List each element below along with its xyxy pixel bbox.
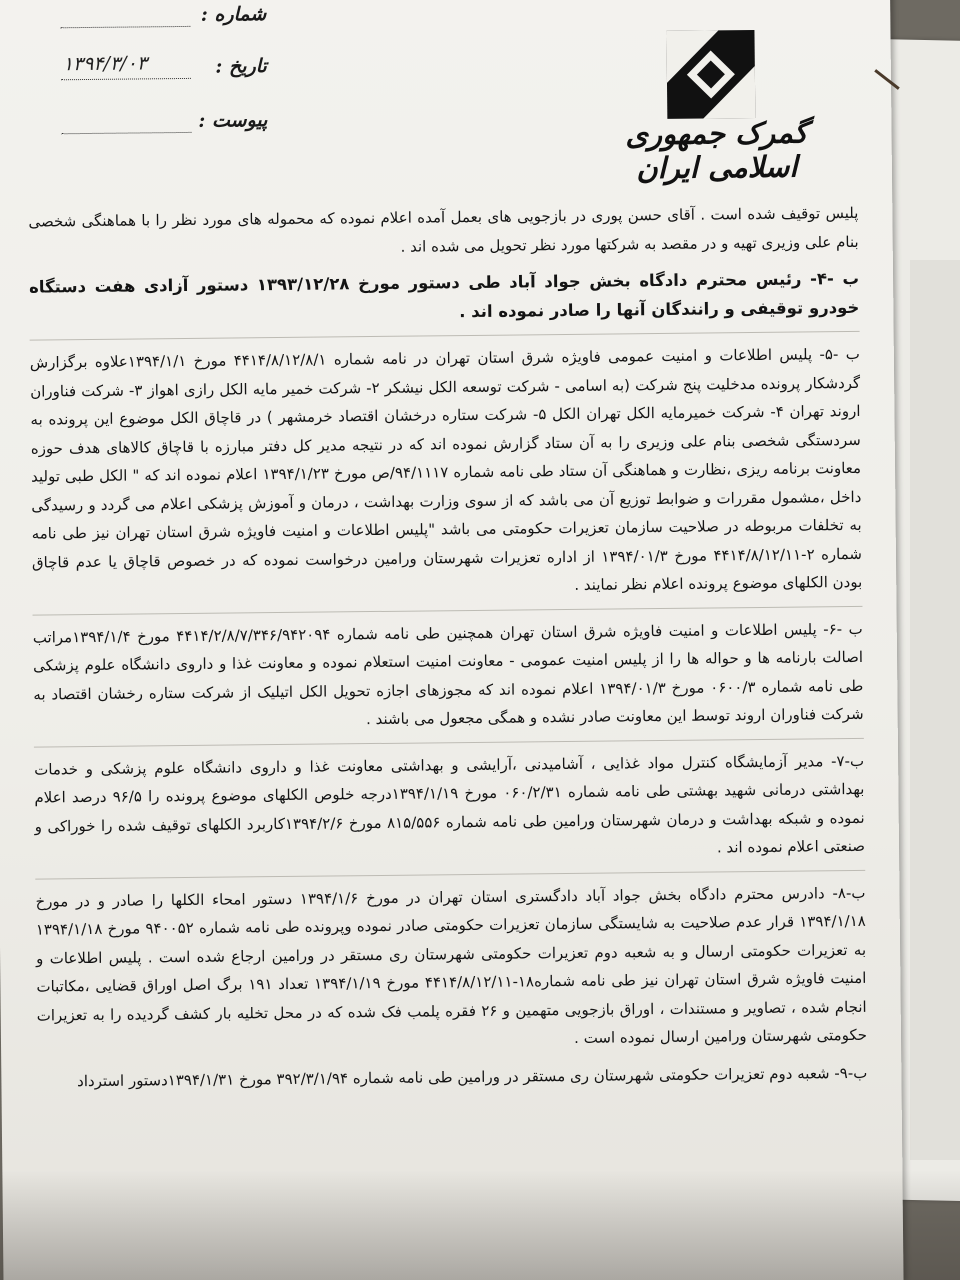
- paragraph-1: پلیس توقیف شده است . آقای حسن پوری در بازجویی های بعمل آمده اعلام نموده که محموله های مورد نظر را با هماهنگی شخصی بنام علی وزیری تهیه و در مقصد به شرکتها مورد نظر تحویل می شده اند .: [28, 203, 859, 256]
- attachment-label: پیوست :: [198, 109, 268, 132]
- organization-name: گمرک جمهوری اسلامی ایران: [625, 115, 808, 186]
- photo-shadow: [0, 1170, 960, 1280]
- paragraph-3: ب -۵- پلیس اطلاعات و امنیت عمومی فاویژه شرق استان تهران در نامه شماره ۴۴۱۴/۸/۱۲/۸/۱ مورخ ۱۳۹۴/۱/۱علاوه برگزارش گردشکار پرونده مدخلیت پنج شرکت (به اسامی - شرکت توسعه الکل نیشکر ۲- شرکت خمیر مایه الکل رازی اهواز ۳- شرکت فناوران اروند تهران ۴- شرکت خمیرمایه الکل تهران الکل ۵- شرکت ستاره درخشان اقتصاد خرمشهر ) در قاچاق الکل موضوع این پرونده به سردستگی شخصی بنام علی وزیری را به آن ستاد گزارش نموده اند که در نتیجه مدیر کل دفتر مبارزه با قاچاق کالاهای هدف حوزه معاونت برنامه ریزی ،نظارت و هماهنگی آن ستاد طی نامه شماره ۹۴/۱۱۱۷/ص مورخ ۱۳۹۴/۱/۲۳ اعلام نموده اند که " الکل طبی تولید داخل ،مشمول مقررات و ضوابط توزیع آن می باشد که از سوی وزارت بهداشت ، درمان و آموزش پزشکی اعلام می گردد و رسیدگی به تخلفات مربوطه در صلاحیت سازمان تعزیرات حکومتی می باشد "پلیس اطلاعات و امنیت فاویژه شرق استان تهران نیز طی نامه شماره ۲-۴۴۱۴/۸/۱۲/۱۱ مورخ ۱۳۹۴/۰۱/۳ از اداره تعزیرات شهرستان ورامین درخواست نموده که در خصوص قاچاق یا عدم قاچاق بودن الکلهای موضوع پرونده اعلام نظر نمایند .: [29, 344, 863, 594]
- number-label: شماره :: [200, 3, 267, 26]
- background-sheet-2: [910, 260, 960, 1160]
- paragraph-6: ب-۸- دادرس محترم دادگاه بخش جواد آباد دادگستری استان تهران در مورخ ۱۳۹۴/۱/۶ دستور امحاء الکلها را صادر و در مورخ ۱۳۹۴/۱/۱۸ قرار عدم صلاحیت به شایستگی سازمان تعزیرات حکومتی صادر نموده وپرونده طی نامه شماره ۹۴۰۰۵۲ مورخ ۱۳۹۴/۱/۱۸ به تعزیرات حکومتی ارسال و به شعبه دوم تعزیرات حکومتی شهرستان ری مستقر در ورامین ارجاع شده است . پلیس اطلاعات و امنیت فاویژه شرق استان تهران نیز طی نامه شماره۱۸-۴۴۱۴/۸/۱۲/۱۱ مورخ ۱۳۹۴/۱/۱۹ تعداد ۱۹۱ برگ اصل اوراق قضایی ،مکاتبات انجام شده ، تصاویر و مستندات ، اوراق بازجویی متهمین و ۲۶ فقره پلمب فک شده که در محل تخلیه بار کشف گردیده را به تعزیرات حکومتی شهرستان ورامین ارسال نموده است .: [35, 883, 868, 1047]
- customs-emblem-icon: [658, 22, 763, 127]
- paragraph-7: ب-۹- شعبه دوم تعزیرات حکومتی شهرستان ری مستقر در ورامین طی نامه شماره ۳۹۲/۳/۱/۹۴ مورخ ۱۳۹۴/۱/۳۱دستور استرداد: [77, 1063, 868, 1090]
- date-line: [61, 78, 191, 80]
- number-line: [60, 26, 190, 28]
- divider: [35, 869, 865, 879]
- divider: [34, 737, 864, 747]
- paragraph-5: ب-۷- مدیر آزمایشگاه کنترل مواد غذایی ، آشامیدنی ،آرایشی و بهداشتی معاونت غذا و داروی دانشگاه علوم پزشکی و خدمات بهداشتی درمانی شهید بهشتی طی نامه شماره ۰۶۰/۲/۳۱ مورخ ۱۳۹۴/۱/۱۹درجه خلوص الکلهای موضوع پرونده را ۹۶/۵ درصد اعلام نموده و شبکه بهداشت و درمان شهرستان ورامین طی نامه شماره ۸۱۵/۵۵۶ مورخ ۱۳۹۴/۲/۶کاربرد الکلهای توقیف شده را خوراکی و صنعتی اعلام نموده اند .: [34, 751, 866, 857]
- date-label: تاریخ :: [215, 55, 267, 78]
- divider: [33, 605, 863, 615]
- date-value: ۱۳۹۴/۳/۰۳: [62, 52, 148, 76]
- attachment-line: [61, 132, 191, 134]
- divider: [30, 331, 860, 341]
- letter-body: [28, 199, 867, 1105]
- paragraph-2: ب -۴- رئیس محترم دادگاه بخش جواد آباد طی دستور مورخ ۱۳۹۳/۱۲/۲۸ دستور آزادی هفت دستگاه خودرو توقیفی و رانندگان آنها را صادر نموده اند .: [28, 268, 860, 321]
- paragraph-4: ب -۶- پلیس اطلاعات و امنیت فاویژه شرق استان تهران همچنین طی نامه شماره ۴۴۱۴/۲/۸/۷/۳۴۶/۹۴۲۰۹۴ مورخ ۱۳۹۴/۱/۴مراتب اصالت بارنامه ها و حواله ها را از پلیس امنیت عمومی - معاونت امنیت استعلام نموده و معاونت غذا و داروی دانشگاه علوم پزشکی طی نامه شماره ۰۶۰۰/۳ مورخ ۱۳۹۴/۰۱/۳ اعلام نموده اند که مجوزهای اجازه تحویل الکل اتیلیک از شرکت ستاره رخشان اقتصاد به شرکت فناوران اروند توسط این معاونت صادر نشده و همگی مجعول می باشند .: [32, 619, 864, 729]
